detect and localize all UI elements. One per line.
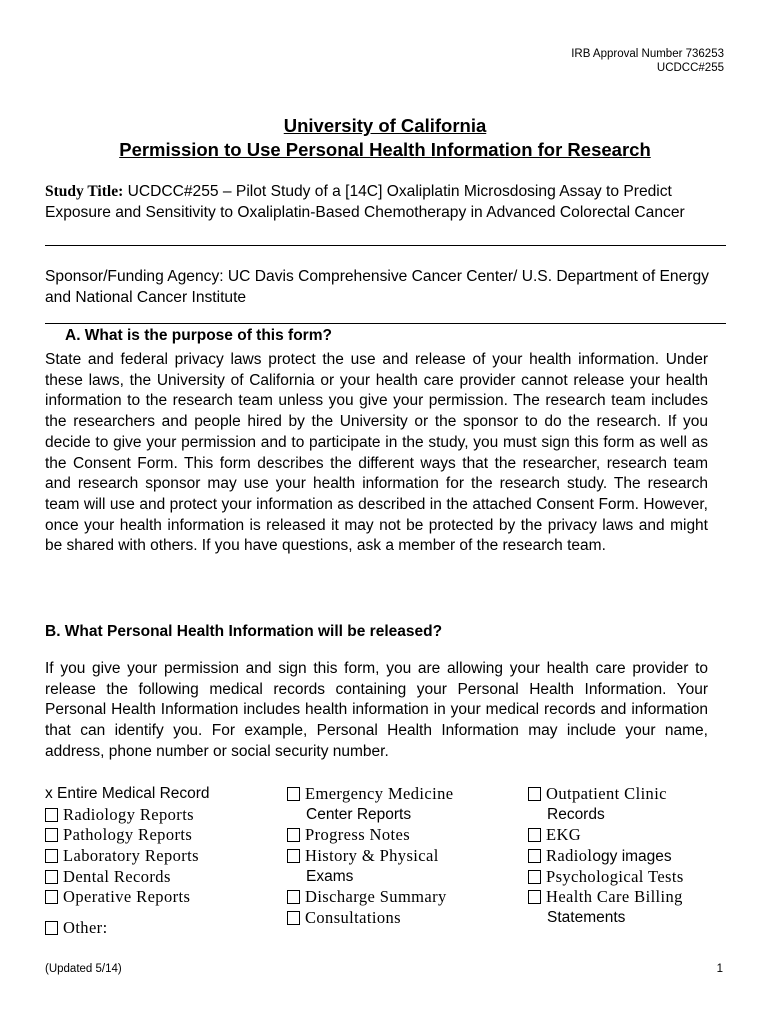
checkbox-operative-reports[interactable]: Operative Reports <box>45 887 210 908</box>
checkbox-icon <box>528 787 541 801</box>
checkbox-icon <box>45 849 58 863</box>
checkbox-icon <box>528 828 541 842</box>
checklist-column-2 <box>287 784 453 929</box>
emergency-medicine-continued: Center Reports <box>306 805 412 823</box>
divider-1 <box>45 245 726 246</box>
checkbox-icon <box>528 849 541 863</box>
page-number: 1 <box>716 963 723 975</box>
checkbox-pathology-reports[interactable]: Pathology Reports <box>45 825 210 846</box>
study-title-text: UCDCC#255 – Pilot Study of a [14C] Oxaliplatin Microsdosing Assay to Predict Exposure and Sensitivity to Oxaliplatin-Based Chemotherapy in Advanced Colorectal Cancer <box>45 183 685 221</box>
checkbox-icon <box>45 870 58 884</box>
checkbox-outpatient-clinic[interactable]: Outpatient Clinic <box>528 784 684 805</box>
protocol-number: UCDCC#255 <box>656 62 724 74</box>
title-line-1: University of California <box>283 115 487 136</box>
section-b-heading: B. What Personal Health Information will be released? <box>45 623 443 640</box>
irb-number: IRB Approval Number 736253 <box>571 48 724 60</box>
title-line-2: Permission to Use Personal Health Information for Research <box>119 139 651 160</box>
checkbox-ekg[interactable]: EKG <box>528 825 684 846</box>
checkbox-progress-notes[interactable]: Progress Notes <box>287 825 453 846</box>
history-physical-continued: Exams <box>306 867 354 885</box>
checkbox-icon <box>287 890 300 904</box>
checkbox-psychological-tests[interactable]: Psychological Tests <box>528 867 684 888</box>
checkbox-history-physical[interactable]: History & Physical <box>287 846 453 867</box>
section-b-body: If you give your permission and sign this form, you are allowing your health care provider to release the following medical records containing your Personal Health Information. Your Personal Health Information includes health information in your medical records and information that can identify you. For example, Personal Health Information may include your name, address, phone number or social security number. <box>45 660 708 760</box>
checkbox-dental-records[interactable]: Dental Records <box>45 867 210 888</box>
checkbox-icon <box>528 870 541 884</box>
sponsor-text: Sponsor/Funding Agency: UC Davis Comprehensive Cancer Center/ U.S. Department of Energy and National Cancer Institute <box>45 268 709 306</box>
checkbox-radiology-reports[interactable]: Radiology Reports <box>45 805 210 826</box>
section-a-heading: A. What is the purpose of this form? <box>65 327 332 344</box>
checkbox-consultations[interactable]: Consultations <box>287 908 453 929</box>
health-care-billing-continued: Statements <box>547 909 626 927</box>
checklist-column-1 <box>45 784 210 939</box>
checkbox-icon <box>287 849 300 863</box>
section-a-body: State and federal privacy laws protect the use and release of your health information. Under these laws, the University of California or your health care provider cannot release your health information to the research team unless you give your permission. The research team includes the researchers and people hired by the University or the sponsor to do the research. If you decide to give your permission and to participate in the study, you must sign this form as well as the Consent Form. This form describes the different ways that the researcher, research team and research sponsor may use your health information for the research study. The research team will use and protect your information as described in the attached Consent Form. However, once your health information is released it may not be protected by the privacy laws and might be shared with others. If you have questions, ask a member of the research team. <box>45 351 708 555</box>
checkbox-other[interactable]: Other: <box>45 918 210 939</box>
checkbox-health-care-billing[interactable]: Health Care Billing <box>528 887 684 908</box>
checkbox-icon <box>287 787 300 801</box>
checkbox-icon <box>45 808 58 822</box>
checkbox-icon <box>287 911 300 925</box>
study-title-label: Study Title: <box>45 183 124 200</box>
entire-medical-record: x Entire Medical Record <box>45 785 210 802</box>
checkbox-discharge-summary[interactable]: Discharge Summary <box>287 887 453 908</box>
checkbox-icon <box>528 890 541 904</box>
study-title <box>45 181 725 223</box>
irb-approval <box>571 47 724 75</box>
checkbox-icon <box>45 828 58 842</box>
outpatient-clinic-continued: Records <box>547 805 605 823</box>
checkbox-laboratory-reports[interactable]: Laboratory Reports <box>45 846 210 867</box>
checkbox-emergency-medicine[interactable]: Emergency Medicine <box>287 784 453 805</box>
checkbox-icon <box>45 890 58 904</box>
document-title <box>0 114 770 162</box>
checkbox-icon <box>45 921 58 935</box>
checklist-column-3 <box>528 784 684 929</box>
checkbox-icon <box>287 828 300 842</box>
divider-2 <box>45 323 726 324</box>
footer-updated: (Updated 5/14) <box>45 963 122 975</box>
checkbox-radiology-images[interactable]: Radiology images <box>528 846 684 867</box>
